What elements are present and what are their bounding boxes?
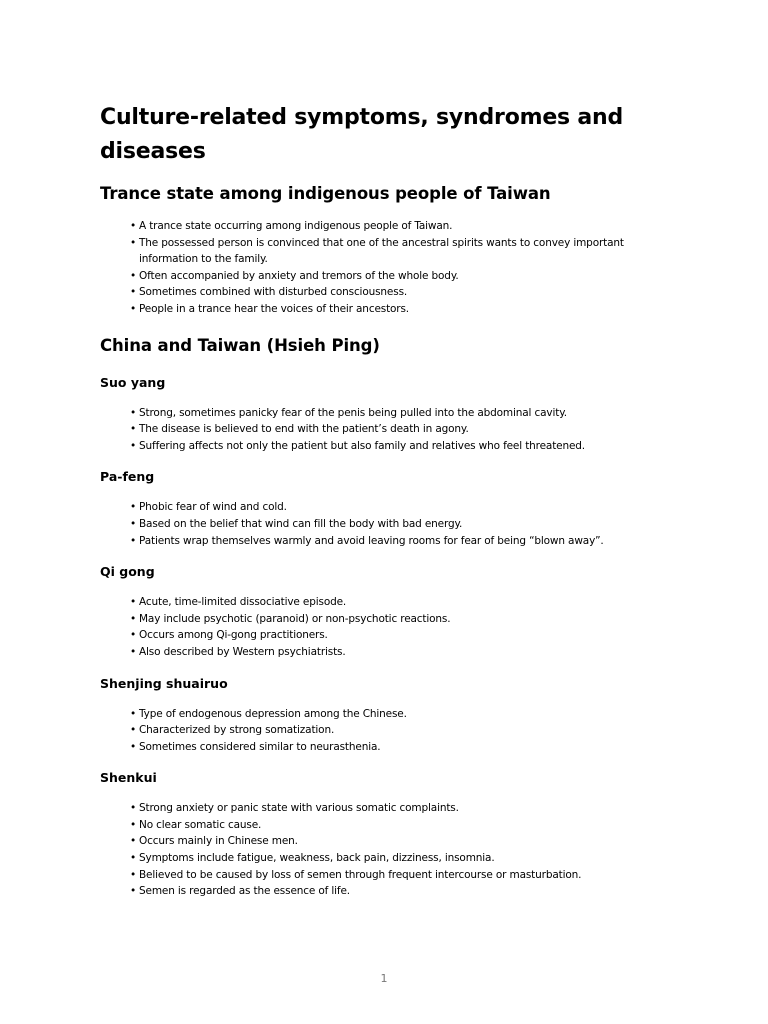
list-item: • Often accompanied by anxiety and tremors of the whole body. — [130, 268, 670, 285]
list-item: • Strong anxiety or panic state with various somatic complaints. — [130, 800, 670, 817]
bullet-list — [100, 800, 670, 900]
section-heading: Trance state among indigenous people of Taiwan — [100, 184, 551, 203]
subsection-heading: Suo yang — [100, 374, 166, 390]
section-heading: China and Taiwan (Hsieh Ping) — [100, 335, 380, 355]
list-item: • No clear somatic cause. — [130, 817, 670, 834]
list-item: • Suffering affects not only the patient but also family and relatives who feel threatened. — [130, 438, 670, 455]
list-item: • Occurs among Qi-gong practitioners. — [130, 627, 670, 644]
bullet-list — [100, 218, 670, 318]
subsection-heading: Pa-feng — [100, 469, 155, 485]
page-title: Culture-related symptoms, syndromes and diseases — [100, 105, 624, 164]
subsection-heading: Shenjing shuairuo — [100, 675, 228, 691]
page-number: 1 — [380, 972, 388, 985]
list-item: • A trance state occurring among indigenous people of Taiwan. — [130, 218, 670, 235]
list-item: • The possessed person is convinced that one of the ancestral spirits wants to convey important information to the family. — [130, 235, 670, 268]
list-item: • Type of endogenous depression among the Chinese. — [130, 706, 670, 723]
list-item: • Characterized by strong somatization. — [130, 722, 670, 739]
list-item: • Sometimes considered similar to neurasthenia. — [130, 739, 670, 756]
bullet-list — [100, 594, 670, 660]
list-item: • Believed to be caused by loss of semen through frequent intercourse or masturbation. — [130, 867, 670, 884]
list-item: • The disease is believed to end with the patient’s death in agony. — [130, 421, 670, 438]
list-item: • Patients wrap themselves warmly and avoid leaving rooms for fear of being “blown away”. — [130, 533, 670, 550]
list-item: • Acute, time-limited dissociative episode. — [130, 594, 670, 611]
list-item: • Occurs mainly in Chinese men. — [130, 833, 670, 850]
list-item: • Semen is regarded as the essence of life. — [130, 883, 670, 900]
subsection-heading: Shenkui — [100, 770, 157, 786]
list-item: • Phobic fear of wind and cold. — [130, 499, 670, 516]
bullet-list — [100, 706, 670, 756]
list-item: • Based on the belief that wind can fill the body with bad energy. — [130, 516, 670, 533]
list-item: • Symptoms include fatigue, weakness, back pain, dizziness, insomnia. — [130, 850, 670, 867]
list-item: • Sometimes combined with disturbed consciousness. — [130, 284, 670, 301]
list-item: • May include psychotic (paranoid) or non-psychotic reactions. — [130, 611, 670, 628]
bullet-list — [100, 405, 670, 455]
bullet-list — [100, 499, 670, 549]
list-item: • People in a trance hear the voices of their ancestors. — [130, 301, 670, 318]
page-content — [100, 101, 670, 914]
list-item: • Strong, sometimes panicky fear of the penis being pulled into the abdominal cavity. — [130, 405, 670, 422]
list-item: • Also described by Western psychiatrists. — [130, 644, 670, 661]
subsection-heading: Qi gong — [100, 564, 155, 580]
